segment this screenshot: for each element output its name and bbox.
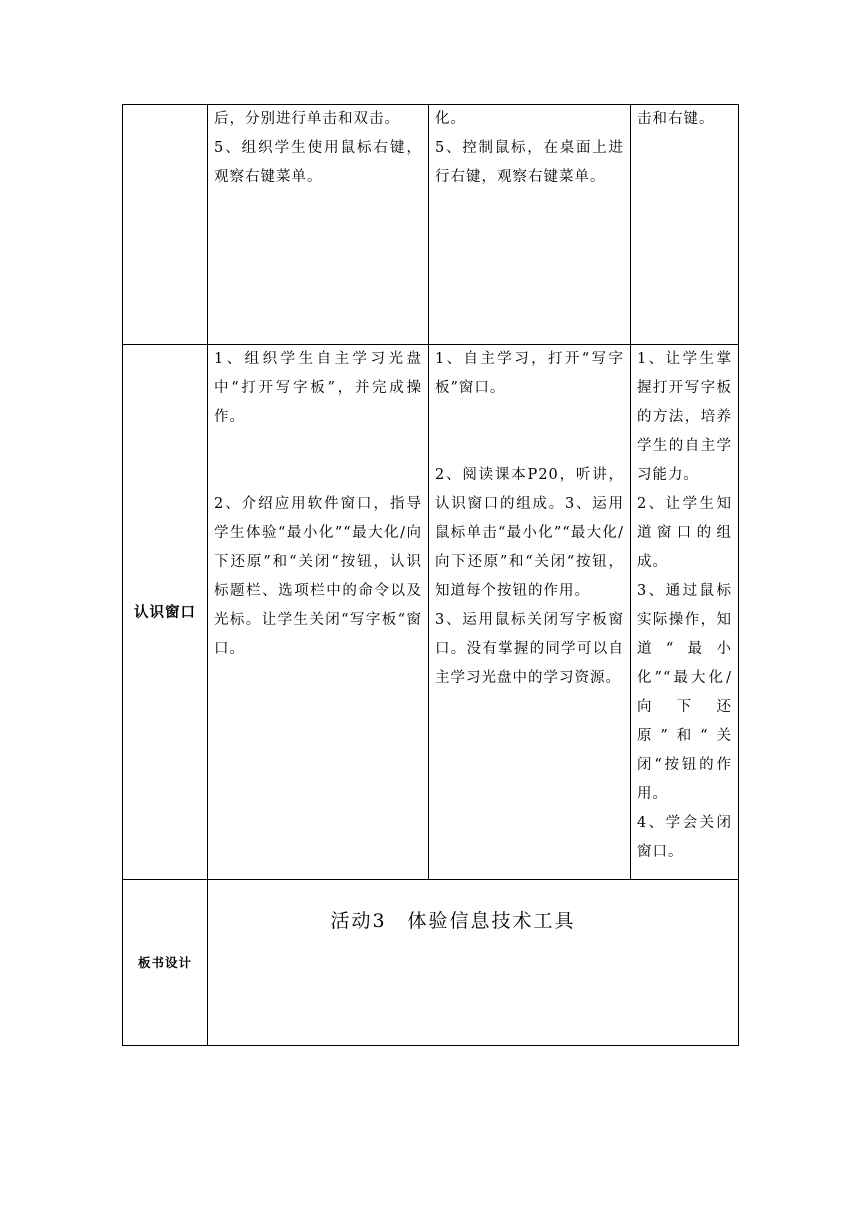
student-activity-text: 1、自主学习，打开“写字板”窗口。 <box>435 351 624 396</box>
section-label: 认识窗口 <box>123 345 208 880</box>
table-row <box>123 105 739 345</box>
row1-student-cell <box>429 105 631 345</box>
row1-label-cell <box>123 105 208 345</box>
goal-text: 击和右键。 <box>637 111 715 127</box>
goal-text: 4、学会关闭窗口。 <box>637 815 732 860</box>
student-activity-text: 5、控制鼠标，在桌面上进行右键，观察右键菜单。 <box>435 140 624 185</box>
section-label: 板书设计 <box>123 880 208 1046</box>
teacher-activity-text: 5、组织学生使用鼠标右键，观察右键菜单。 <box>214 140 422 185</box>
teacher-activity-text: 1、组织学生自主学习光盘中“打开写字板”，并完成操作。 <box>214 351 422 425</box>
teacher-activity-text: 后，分别进行单击和双击。 <box>214 111 400 127</box>
student-activity-text: 3、运用鼠标关闭写字板窗口。没有掌握的同学可以自主学习光盘中的学习资源。 <box>435 612 624 686</box>
row2-student-cell <box>429 345 631 880</box>
goal-text: 2、让学生知道窗口的组成。 <box>637 496 732 570</box>
student-activity-text: 2、阅读课本P20，听讲，认识窗口的组成。3、运用鼠标单击“最小化”“最大化/向下还原”和“关闭“按钮，知道每个按钮的作用。 <box>435 467 624 599</box>
row1-goal-cell <box>631 105 739 345</box>
board-design-title: 活动3 体验信息技术工具 <box>330 910 576 932</box>
table-row <box>123 345 739 880</box>
row2-teacher-cell <box>208 345 429 880</box>
student-activity-text: 化。 <box>435 111 466 127</box>
table-row <box>123 880 739 1046</box>
goal-text: 3、通过鼠标实际操作，知道“最小化”“最大化/向下还原”和“关闭“按钮的作用。 <box>637 583 732 802</box>
goal-text: 1、让学生掌握打开写字板的方法，培养学生的自主学习能力。 <box>637 351 732 483</box>
board-design-cell <box>208 880 739 1046</box>
row2-goal-cell <box>631 345 739 880</box>
lesson-plan-table <box>122 104 739 1046</box>
teacher-activity-text: 2、介绍应用软件窗口，指导学生体验“最小化”“最大化/向下还原”和“关闭“按钮，认识标题栏、选项栏中的命令以及光标。让学生关闭“写字板“窗口。 <box>214 496 422 657</box>
row1-teacher-cell <box>208 105 429 345</box>
